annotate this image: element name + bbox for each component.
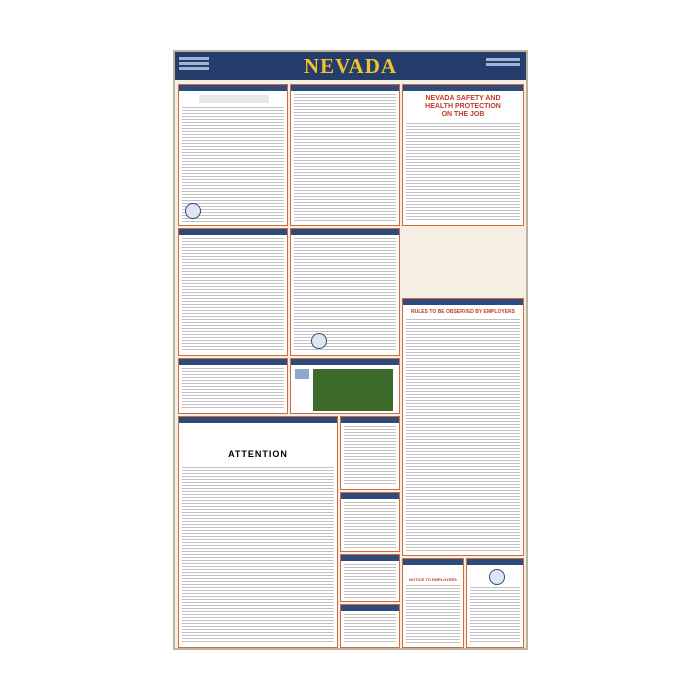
panel-federal-minimum-wage	[178, 84, 288, 226]
panel-employee-polygraph	[290, 84, 400, 226]
attention-title: ATTENTION	[228, 449, 288, 459]
rules-title: RULES TO BE OBSERVED BY EMPLOYERS	[411, 309, 515, 315]
poster-title: NEVADA	[303, 54, 398, 78]
panel-minimum-wage	[340, 416, 400, 490]
state-seal-icon	[489, 569, 505, 585]
department-seal-icon	[185, 203, 201, 219]
panel-nevada-safety-health	[402, 84, 524, 226]
panel-nevada-smoke-free	[290, 358, 400, 414]
panel-family-medical-leave	[290, 228, 400, 356]
panel-unemployment-insurance	[402, 558, 464, 648]
panel-posting-notice	[340, 554, 400, 602]
team-photo	[313, 369, 393, 411]
poster-header	[175, 52, 526, 80]
panel-equal-employment-opportunity	[178, 228, 288, 356]
panel-emergency-contacts	[340, 604, 400, 648]
department-seal-icon	[311, 333, 327, 349]
panel-daily-overtime	[340, 492, 400, 552]
panel-job-discrimination	[466, 558, 524, 648]
labor-law-poster	[173, 50, 528, 650]
panel-workers-compensation	[178, 416, 338, 648]
panel-employee-rights	[178, 358, 288, 414]
notice-title: NOTICE TO EMPLOYEES	[409, 577, 457, 582]
safety-title: NEVADA SAFETY AND HEALTH PROTECTION ON THE JOB	[425, 95, 501, 118]
panel-rules-to-be-observed	[402, 298, 524, 556]
header-logo-right	[486, 58, 520, 72]
